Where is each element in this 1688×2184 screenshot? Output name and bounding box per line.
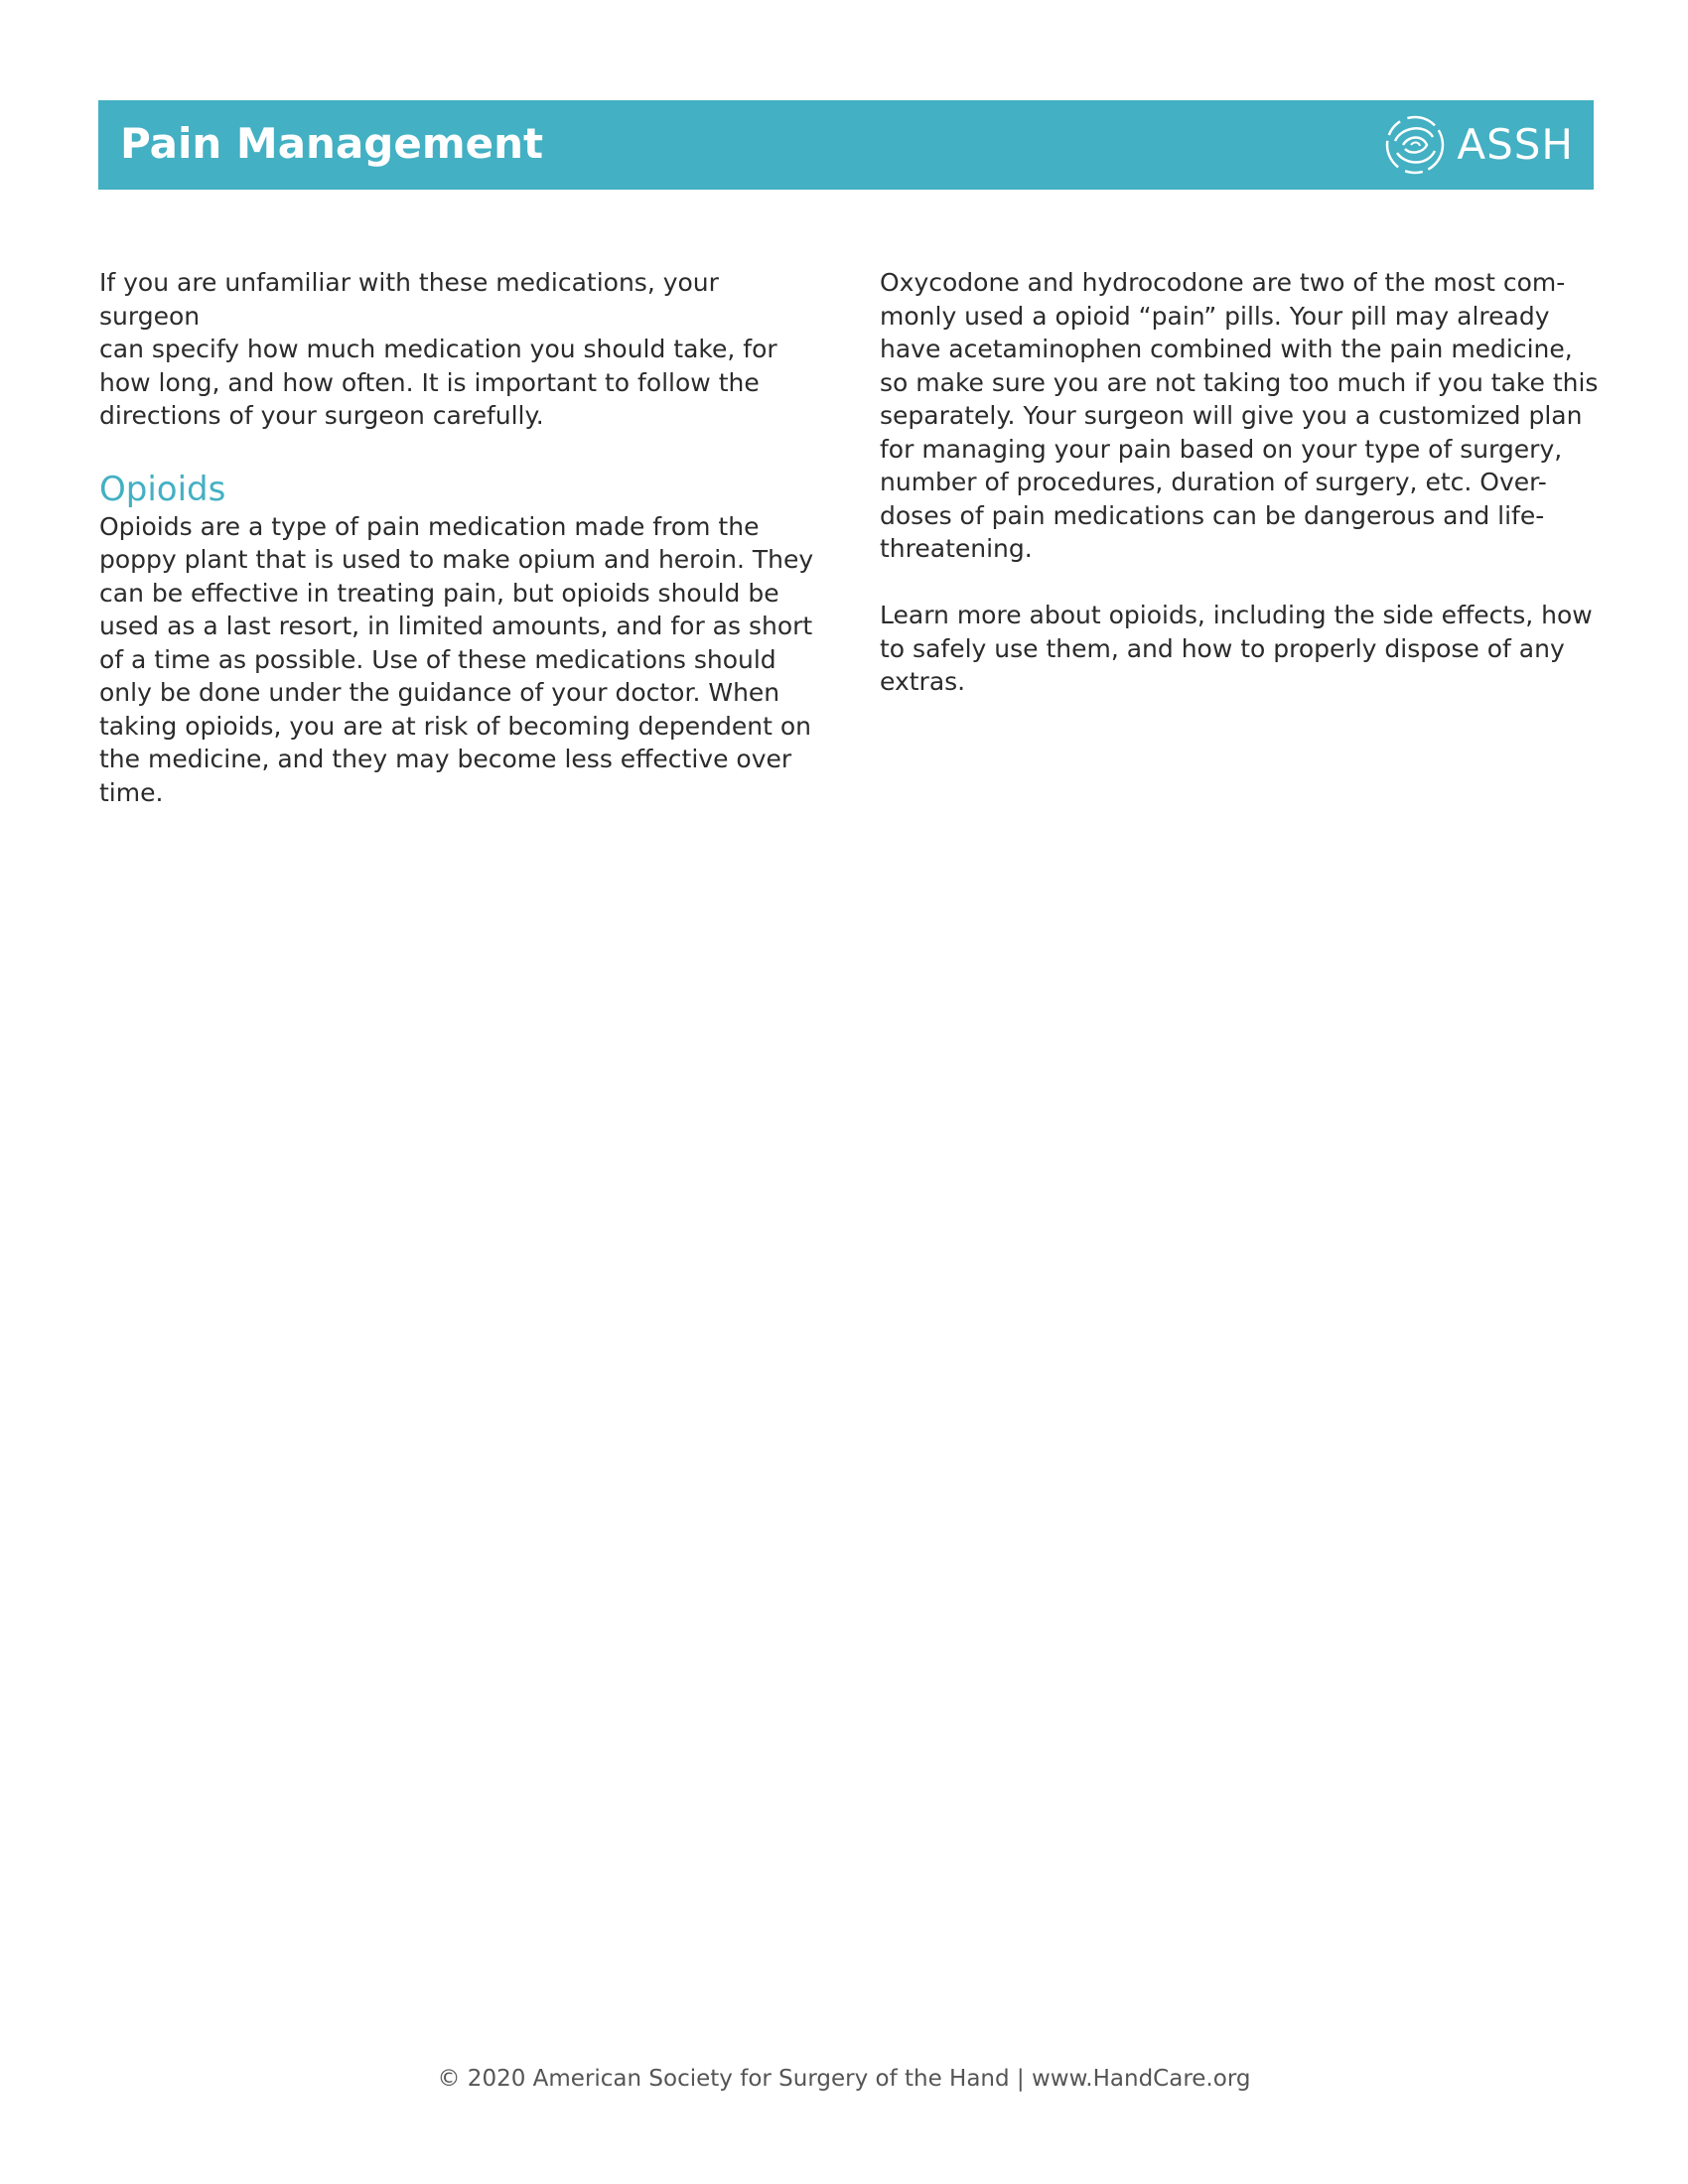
right-column — [880, 266, 1605, 699]
hand-swirl-logo-icon — [1381, 111, 1449, 179]
opioids-heading: Opioids — [99, 469, 226, 509]
assh-logo — [1381, 110, 1574, 180]
footer-copyright: © 2020 American Society for Surgery of the Hand | www.HandCare.org — [437, 2066, 1251, 2092]
header-bar — [98, 100, 1594, 190]
logo-text: ASSH — [1457, 120, 1574, 169]
learn-more-paragraph: Learn more about opioids, including the side effects, how to safely use them, and how to properly dispose of any extras. — [880, 601, 1593, 696]
opioids-paragraph: Opioids are a type of pain medication made from the poppy plant that is used to make opium and heroin. They can be effective in treating pain, but opioids should be used as a last resort, in limited amounts, and for as short of a time as possible. Use of these medications should only be done under the guidance of your doctor. When taking opioids, you are at risk of becoming dependent on the medicine, and they may become less effective over time. — [99, 511, 814, 807]
intro-paragraph: If you are unfamiliar with these medications, your surgeon can specify how much medication you should take, for how long, and how often. It is important to follow the directions of your surgeon carefully. — [99, 268, 777, 430]
left-column — [99, 266, 824, 809]
oxycodone-paragraph: Oxycodone and hydrocodone are two of the most com- monly used a opioid “pain” pills. Your pill may already have acetaminophen combined with the pain medicine, so make sure you are not taking too much if you take this separately. Your surgeon will give you a customized plan for managing your pain based on your type of surgery, number of procedures, duration of surgery, etc. Over- doses of pain medications can be dangerous and life- threatening. — [880, 268, 1599, 563]
paragraph-gap — [880, 566, 1605, 600]
page-title: Pain Management — [120, 119, 544, 168]
